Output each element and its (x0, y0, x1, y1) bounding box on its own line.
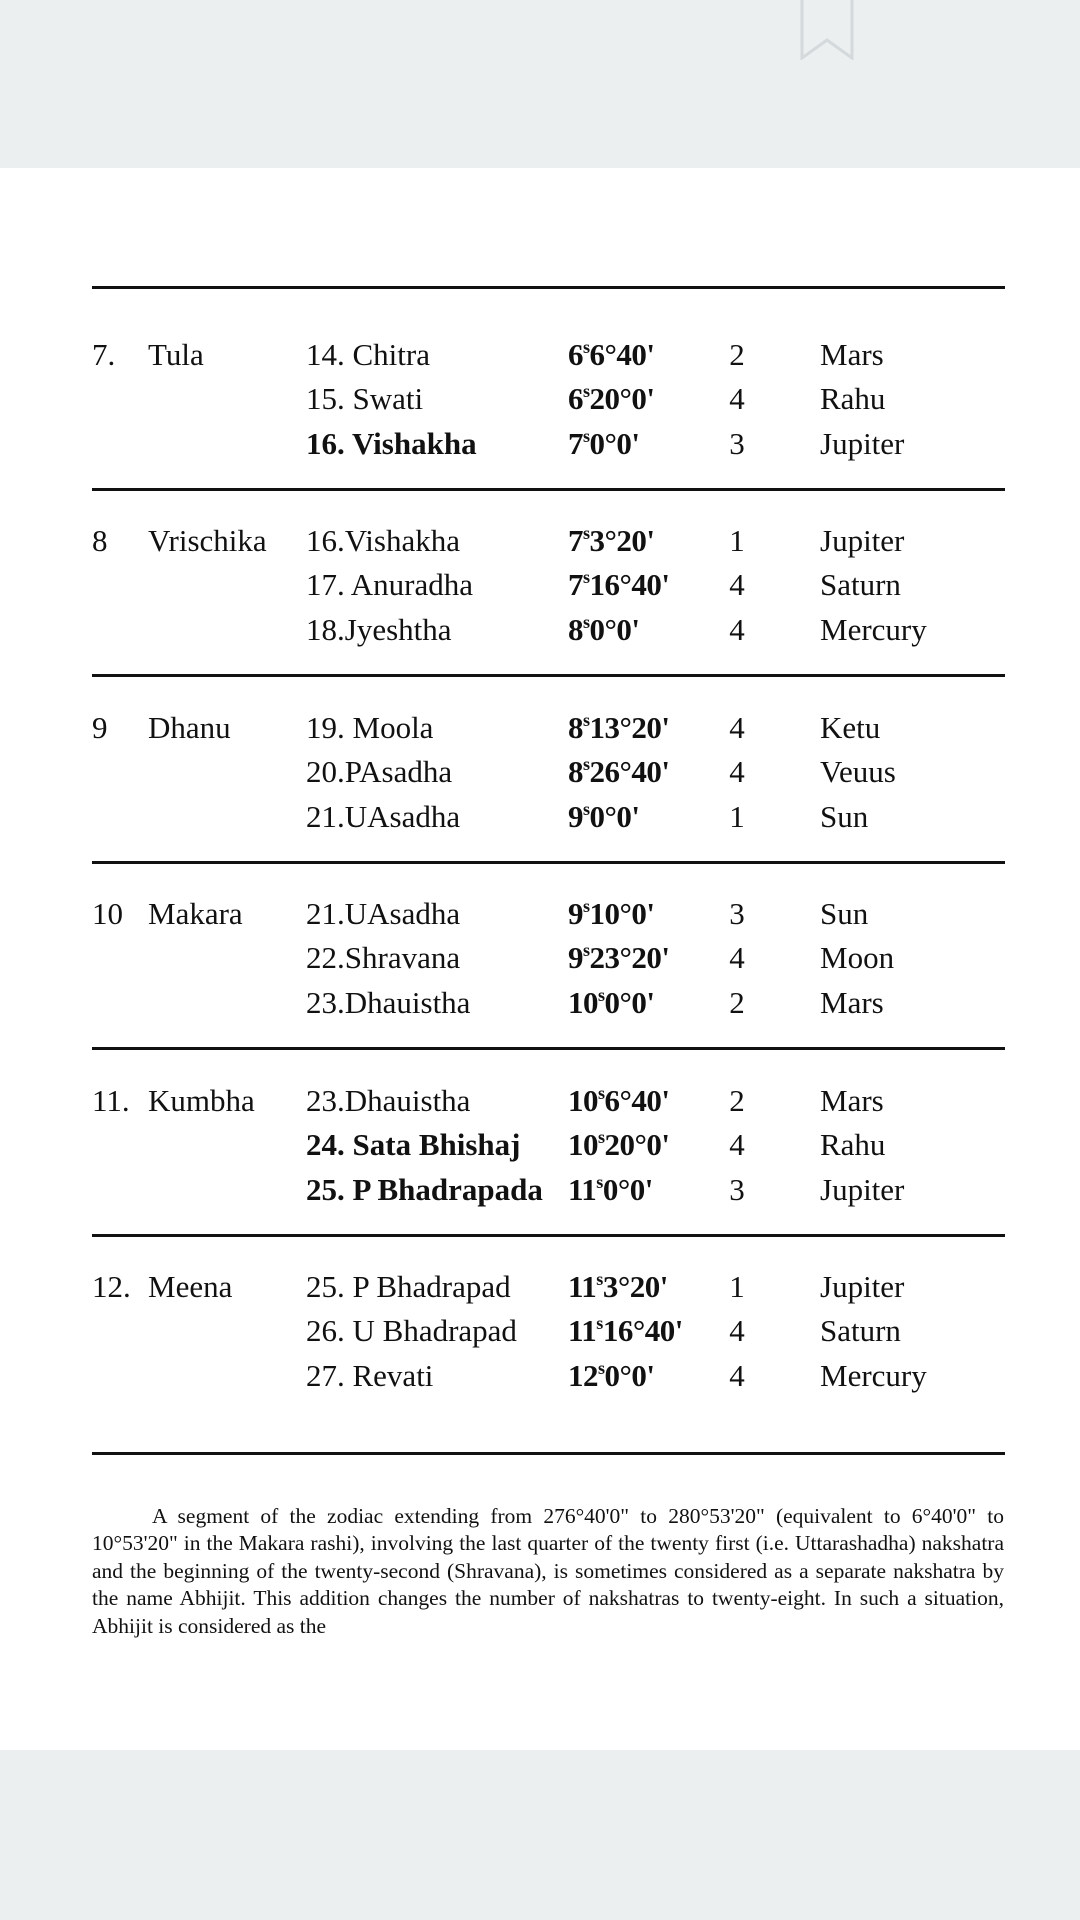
pada-count: 2 (729, 1083, 745, 1118)
ruling-planet: Jupiter (820, 1269, 905, 1304)
table-row (0, 377, 1080, 421)
sign-count: 9 (568, 896, 583, 931)
sign-count: 11 (568, 1172, 597, 1207)
sign-unit: s (583, 523, 590, 543)
sign-unit: s (583, 940, 590, 960)
nakshatra-name: 14. Chitra (306, 337, 430, 372)
sign-count: 11 (568, 1313, 597, 1348)
degree-value (568, 1309, 683, 1353)
nakshatra-name: 23.Dhauistha (306, 985, 471, 1020)
table-row (0, 563, 1080, 607)
pada-count: 3 (729, 896, 745, 931)
sign-unit: s (596, 1172, 603, 1192)
table-row (0, 608, 1080, 652)
degree-value (568, 892, 655, 936)
sign-count: 11 (568, 1269, 597, 1304)
pada-count: 4 (729, 710, 745, 745)
rashi-number: 11. (92, 1083, 130, 1118)
sign-count: 10 (568, 985, 598, 1020)
sign-count: 7 (568, 567, 583, 602)
nakshatra-name: 19. Moola (306, 710, 434, 745)
nakshatra-name: 17. Anuradha (306, 567, 474, 602)
degree-minutes: 26°40' (589, 754, 670, 789)
degree-value (568, 795, 640, 839)
table-row (0, 1265, 1080, 1309)
sign-unit: s (583, 426, 590, 446)
ruling-planet: Ketu (820, 710, 881, 745)
sign-unit: s (596, 1269, 603, 1289)
ruling-planet: Saturn (820, 1313, 901, 1348)
rashi-group (0, 706, 1080, 864)
degree-minutes: 6°40' (604, 1083, 670, 1118)
nakshatra-name: 25. P Bhadrapad (306, 1269, 511, 1304)
ruling-planet: Mars (820, 337, 884, 372)
degree-minutes: 0°0' (589, 426, 640, 461)
document-page (0, 168, 1080, 1750)
table-row (0, 892, 1080, 936)
degree-minutes: 20°0' (589, 381, 655, 416)
sign-unit: s (598, 1127, 605, 1147)
rashi-number: 9 (92, 710, 108, 745)
table-row (0, 1123, 1080, 1167)
ruling-planet: Moon (820, 940, 895, 975)
pada-count: 4 (729, 1127, 745, 1162)
rashi-name: Vrischika (148, 523, 267, 558)
sign-unit: s (598, 1083, 605, 1103)
group-separator (92, 861, 1005, 864)
pada-count: 3 (729, 1172, 745, 1207)
degree-value (568, 1168, 653, 1212)
degree-value (568, 333, 655, 377)
sign-unit: s (598, 1358, 605, 1378)
degree-minutes: 0°0' (602, 1172, 653, 1207)
nakshatra-name: 21.UAsadha (306, 896, 461, 931)
degree-value (568, 1123, 670, 1167)
pada-count: 1 (729, 523, 745, 558)
ruling-planet: Jupiter (820, 523, 905, 558)
degree-minutes: 0°0' (589, 799, 640, 834)
nakshatra-name: 15. Swati (306, 381, 424, 416)
sign-unit: s (583, 799, 590, 819)
nakshatra-name: 16. Vishakha (306, 426, 477, 461)
sign-count: 8 (568, 754, 583, 789)
sign-unit: s (583, 754, 590, 774)
group-separator (92, 1234, 1005, 1237)
degree-value (568, 1265, 668, 1309)
ruling-planet: Jupiter (820, 1172, 905, 1207)
table-row (0, 1079, 1080, 1123)
ruling-planet: Sun (820, 896, 869, 931)
rashi-group (0, 1265, 1080, 1455)
rashi-number: 8 (92, 523, 108, 558)
pada-count: 4 (729, 612, 745, 647)
nakshatra-name: 23.Dhauistha (306, 1083, 471, 1118)
nakshatra-name: 27. Revati (306, 1358, 434, 1393)
sign-unit: s (583, 896, 590, 916)
degree-value (568, 981, 655, 1025)
body-paragraph: A segment of the zodiac extending from 276°40'0" to 280°53'20" (equivalent to 6°40'0" to 10°53'20" in the Makara rashi), involving the last quarter of the twenty first (i.e. Uttarashadha) nakshatra and the beginning of the twenty-second (Shravana), is sometimes considered as a separate nakshatra by the name Abhijit. This addition changes the number of nakshatras to twenty-eight. In such a situation, Abhijit is considered as the (92, 1503, 1004, 1638)
group-separator (92, 674, 1005, 677)
rashi-number: 7. (92, 337, 116, 372)
rashi-group (0, 892, 1080, 1050)
degree-value (568, 1079, 670, 1123)
degree-minutes: 23°20' (589, 940, 670, 975)
sign-unit: s (583, 710, 590, 730)
ruling-planet: Veuus (820, 754, 896, 789)
sign-unit: s (596, 1313, 603, 1333)
sign-count: 9 (568, 799, 583, 834)
pada-count: 4 (729, 754, 745, 789)
pada-count: 4 (729, 1313, 745, 1348)
sign-unit: s (583, 381, 590, 401)
degree-minutes: 0°0' (589, 612, 640, 647)
sign-count: 7 (568, 426, 583, 461)
degree-minutes: 16°40' (602, 1313, 683, 1348)
table-row (0, 795, 1080, 839)
pada-count: 2 (729, 337, 745, 372)
nakshatra-name: 20.PAsadha (306, 754, 453, 789)
ruling-planet: Mars (820, 985, 884, 1020)
group-separator (92, 1452, 1005, 1455)
rashi-group (0, 519, 1080, 677)
table-row (0, 333, 1080, 377)
sign-count: 6 (568, 381, 583, 416)
nakshatra-name: 25. P Bhadrapada (306, 1172, 543, 1207)
degree-minutes: 0°0' (604, 1358, 655, 1393)
sign-count: 8 (568, 710, 583, 745)
degree-minutes: 13°20' (589, 710, 670, 745)
degree-minutes: 3°20' (589, 523, 655, 558)
pada-count: 1 (729, 1269, 745, 1304)
pada-count: 2 (729, 985, 745, 1020)
group-separator (92, 488, 1005, 491)
sign-count: 8 (568, 612, 583, 647)
degree-value (568, 608, 640, 652)
ruling-planet: Mercury (820, 612, 927, 647)
nakshatra-name: 21.UAsadha (306, 799, 461, 834)
rashi-name: Tula (148, 337, 204, 372)
pada-count: 1 (729, 799, 745, 834)
sign-count: 12 (568, 1358, 598, 1393)
rashi-number: 12. (92, 1269, 131, 1304)
table-top-rule (92, 286, 1005, 289)
table-row (0, 750, 1080, 794)
sign-unit: s (598, 985, 605, 1005)
group-separator (92, 1047, 1005, 1050)
pada-count: 3 (729, 426, 745, 461)
pada-count: 4 (729, 940, 745, 975)
rashi-group (0, 333, 1080, 491)
sign-unit: s (583, 337, 590, 357)
sign-count: 9 (568, 940, 583, 975)
nakshatra-name: 22.Shravana (306, 940, 461, 975)
rashi-name: Dhanu (148, 710, 231, 745)
table-row (0, 936, 1080, 980)
table-row (0, 706, 1080, 750)
pada-count: 4 (729, 1358, 745, 1393)
degree-minutes: 20°0' (604, 1127, 670, 1162)
bookmark-icon[interactable] (800, 0, 854, 60)
pada-count: 4 (729, 567, 745, 602)
degree-minutes: 3°20' (602, 1269, 668, 1304)
table-row (0, 1354, 1080, 1398)
table-row (0, 1309, 1080, 1353)
degree-value (568, 706, 670, 750)
sign-count: 10 (568, 1083, 598, 1118)
pada-count: 4 (729, 381, 745, 416)
degree-value (568, 1354, 655, 1398)
ruling-planet: Mars (820, 1083, 884, 1118)
rashi-number: 10 (92, 896, 123, 931)
ruling-planet: Jupiter (820, 426, 905, 461)
rashi-name: Makara (148, 896, 243, 931)
degree-value (568, 519, 655, 563)
nakshatra-name: 26. U Bhadrapad (306, 1313, 517, 1348)
degree-value (568, 377, 655, 421)
sign-unit: s (583, 612, 590, 632)
degree-minutes: 10°0' (589, 896, 655, 931)
degree-value (568, 936, 670, 980)
rashi-name: Kumbha (148, 1083, 255, 1118)
table-row (0, 519, 1080, 563)
ruling-planet: Sun (820, 799, 869, 834)
sign-count: 6 (568, 337, 583, 372)
sign-count: 7 (568, 523, 583, 558)
degree-minutes: 16°40' (589, 567, 670, 602)
ruling-planet: Rahu (820, 1127, 886, 1162)
ruling-planet: Saturn (820, 567, 901, 602)
degree-minutes: 6°40' (589, 337, 655, 372)
nakshatra-name: 24. Sata Bhishaj (306, 1127, 521, 1162)
ruling-planet: Rahu (820, 381, 886, 416)
degree-value (568, 750, 670, 794)
nakshatra-name: 16.Vishakha (306, 523, 460, 558)
table-row (0, 422, 1080, 466)
sign-count: 10 (568, 1127, 598, 1162)
table-row (0, 1168, 1080, 1212)
sign-unit: s (583, 567, 590, 587)
degree-value (568, 563, 670, 607)
rashi-name: Meena (148, 1269, 233, 1304)
ruling-planet: Mercury (820, 1358, 927, 1393)
degree-minutes: 0°0' (604, 985, 655, 1020)
table-row (0, 981, 1080, 1025)
nakshatra-name: 18.Jyeshtha (306, 612, 452, 647)
rashi-group (0, 1079, 1080, 1237)
degree-value (568, 422, 640, 466)
